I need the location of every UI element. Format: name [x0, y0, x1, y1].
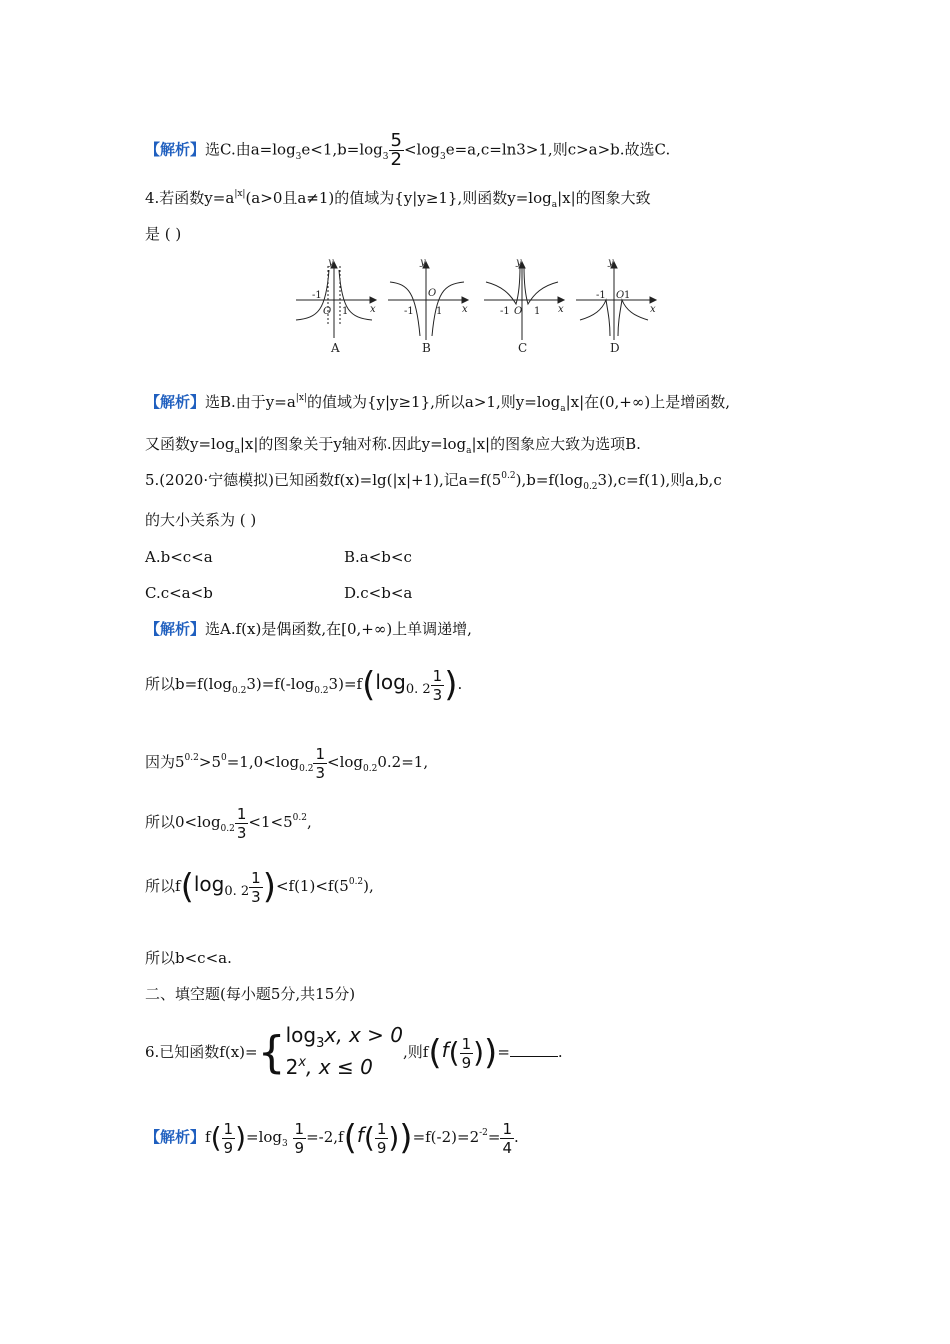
- svg-text:y: y: [516, 257, 522, 268]
- graph-a: [296, 257, 376, 338]
- q5-answer-4: 所以$0<\log_{0.2}$ $\frac{1}{3}$ $<1<5^{0.2}$,: [145, 804, 312, 842]
- q5-answer-2: 所以$b=f(\log_{0.2}3)=f(-\log_{0.2}3)=f(\log 0$. 2 $\frac{1}{3}$ ).: [145, 665, 463, 705]
- option-c: C.c<a<b: [145, 584, 213, 602]
- q5-answer-5: 所以f(log0. 2 $\frac{1}{3}$ )$<f(1)<f(5^{0.2})$,: [145, 867, 374, 907]
- svg-text:x: x: [462, 304, 468, 315]
- section-title: 二、填空题(每小题5分,共15分): [145, 985, 356, 1003]
- q4-answer-1: 【解析】选B.由于$y=a^{|x|}$的值域为{y|y≥1},所以a>1,则$y=\log_a|x|$在(0,+∞)上是增函数,: [145, 393, 730, 414]
- svg-text:-1: -1: [404, 306, 414, 317]
- q5-answer-6: 所以b<c<a.: [145, 949, 232, 967]
- q4-answer-2: 又函数$y=\log_a|x|$的图象关于y轴对称.因此$y=\log_a|x|$的图象应大致为选项B.: [145, 435, 641, 456]
- piecewise-cases: $\log_3x$, x > 0 2$^x$, x ≤ 0: [285, 1023, 403, 1079]
- fraction: $\frac{5}{2}$: [390, 130, 402, 170]
- q4-stem: 4.若函数$y=a^{|x|}(a>0$且a≠1)的值域为{y|y≥1},则函数$y=\log_a|x|$的图象大致: [145, 189, 651, 210]
- svg-text:y: y: [328, 257, 334, 268]
- svg-text:y: y: [420, 257, 426, 268]
- svg-text:O: O: [323, 306, 332, 317]
- q5-answer-1: 【解析】选A.f(x)是偶函数,在[0,+∞)上单调递增,: [145, 620, 472, 638]
- option-b: B.a<b<c: [344, 548, 412, 566]
- svg-text:1: 1: [534, 306, 541, 317]
- q4-graphs: [290, 256, 670, 366]
- graph-c: [484, 257, 564, 340]
- graph-label-c: C: [518, 341, 528, 355]
- graph-b: [388, 257, 468, 340]
- svg-text:x: x: [650, 304, 656, 315]
- svg-text:-1: -1: [500, 306, 510, 317]
- q6-answer: 【解析】f( $\frac{1}{9}$ )$=\log_3$ $\frac{1}{9}$ =-2,f(f( $\frac{1}{9}$ ))$=f(-2)=2^{-2}=$ $\frac{1}{4}$ .: [145, 1118, 519, 1158]
- svg-text:-1: -1: [596, 290, 606, 301]
- graph-label-a: A: [331, 341, 340, 355]
- graph-d: [576, 257, 656, 340]
- svg-text:1: 1: [624, 290, 631, 301]
- svg-text:1: 1: [436, 306, 443, 317]
- q5-answer-3: 因为$5^{0.2}>5^0=1,0<\log_{0.2}$ $\frac{1}{3}$ $<\log_{0.2}0.2=1$,: [145, 744, 429, 782]
- q6-stem: 6.已知函数f(x)={ $\log_3x$, x > 0 2$^x$, x ≤ 0 ,则f(f( $\frac{1}{9}$ ))= .: [145, 1018, 563, 1085]
- graph-label-d: D: [610, 341, 620, 355]
- svg-text:y: y: [608, 257, 614, 268]
- option-a: A.b<c<a: [145, 548, 213, 566]
- svg-text:O: O: [616, 290, 625, 301]
- svg-text:O: O: [514, 306, 523, 317]
- svg-text:x: x: [370, 304, 376, 315]
- q3-answer: 【解析】选C.由$a=\log_3e<1,b=\log_3$ $\frac{5}{2}$ $<\log_3e=a,c=\ln 3>1$,则c>a>b.故选C.: [145, 130, 671, 170]
- svg-text:-1: -1: [312, 290, 322, 301]
- svg-text:O: O: [428, 288, 437, 299]
- q5-stem: 5.(2020·宁德模拟)已知函数f(x)=lg(|x|+1),记$a=f(5^{0.2}),b=f(\log_{0.2}3),c=f(1)$,则a,b,c: [145, 471, 722, 492]
- svg-text:1: 1: [342, 306, 349, 317]
- analysis-tag: 【解析】: [145, 140, 206, 159]
- answer-blank: [510, 1042, 558, 1057]
- q4-stem-cont: 是 ( ): [145, 225, 182, 243]
- graph-label-b: B: [422, 341, 431, 355]
- q5-stem-cont: 的大小关系为 ( ): [145, 511, 257, 529]
- option-d: D.c<b<a: [344, 584, 413, 602]
- svg-text:x: x: [558, 304, 564, 315]
